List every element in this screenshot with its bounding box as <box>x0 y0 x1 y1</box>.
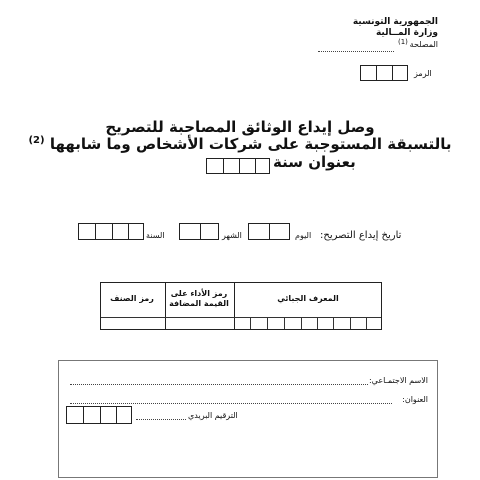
code-boxes[interactable] <box>360 65 408 81</box>
name-label: الاسم الاجتمـاعي: <box>368 376 428 385</box>
service-label: المصلحة <box>409 40 438 49</box>
form-title-note: (2) <box>28 135 45 146</box>
month-boxes[interactable] <box>179 223 219 240</box>
deposit-date-label: تاريخ إيداع التصريح: <box>320 230 402 241</box>
postal-code-boxes[interactable] <box>66 406 132 424</box>
form-title-line3: بعنوان سنة <box>273 153 356 171</box>
service-field[interactable] <box>318 51 394 52</box>
postal-city-field[interactable] <box>136 419 186 420</box>
address-label: العنوان: <box>402 395 428 404</box>
service-label-row <box>410 40 438 49</box>
month-label: الشهر <box>222 231 242 240</box>
col-vat-code-header: رمز الأداء على القيمة المضافة <box>169 289 229 308</box>
address-field[interactable] <box>70 403 392 404</box>
form-title-line2: بالتسبقة المستوجبة على شركات الأشخاص وما شابهها <box>49 135 452 153</box>
year-label: السنة <box>146 231 165 240</box>
year-boxes[interactable] <box>206 158 270 174</box>
form-title-line1: وصل إيداع الوثائق المصاحبة للتصريح <box>105 118 375 136</box>
ministry-name: وزارة المــالية <box>375 28 438 38</box>
category-cell[interactable] <box>101 317 164 329</box>
header-block <box>353 17 438 39</box>
service-note: (1) <box>398 38 408 46</box>
form-title-line2-row <box>0 135 480 153</box>
day-label: اليوم <box>295 231 312 240</box>
col-tax-id-header: المعرف الجبائي <box>277 294 339 303</box>
code-label: الرمز <box>414 69 432 78</box>
postal-label: الترقيم البريدي <box>188 411 238 420</box>
tax-id-cells[interactable] <box>234 317 381 329</box>
day-boxes[interactable] <box>248 223 290 240</box>
republic-name: الجمهورية التونسية <box>352 17 438 27</box>
name-field[interactable] <box>70 384 368 385</box>
deposit-year-boxes[interactable] <box>78 223 144 240</box>
col-category-header: رمز الصنف <box>110 294 154 303</box>
vat-code-cell[interactable] <box>166 317 232 329</box>
